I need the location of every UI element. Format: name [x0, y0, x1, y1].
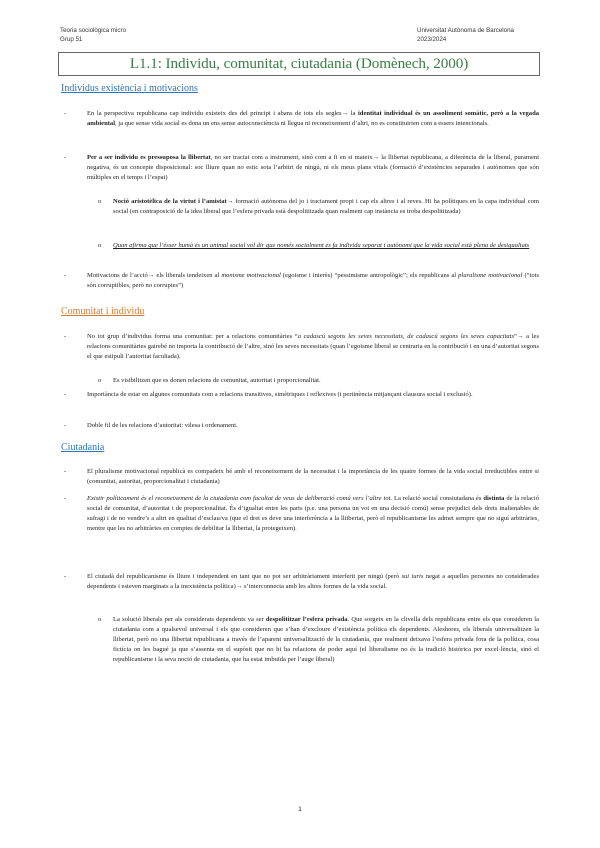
- bullet-dash: -: [64, 391, 67, 398]
- subparagraph: Quan afirma que l’ésser humà és un animal social vol dir que només socialment es fa individu separat i autònomi que la vida social està plena de desigualtats: [113, 242, 530, 249]
- paragraph: No tot grup d’individus forma una comunitat: per a relacions comunitàries “a cadascú segons les seves necessitats, de cadascú segons les seves capacitats”→ a les relacions comunitàries gairebé no importa la contribució de l’altre, sinó les seves necessitats (quan l’egoisme liberal se centraria en la contribució i en una d’autoritat segons el que estipuli l’autoritat facultada).: [87, 333, 539, 361]
- bullet-dash: -: [64, 422, 67, 429]
- paragraph: Importància de estar en algunes comunitats com a relacions transitives, simètriques i reflexives (i pertinència mitjançant clausura social i exclusió).: [87, 391, 473, 398]
- paragraph: El ciutadà del republicanisme és lliure i independent en tant que no pot ser arbitràriament interferit per ningú (però sui iuris negat a aquelles persones no considerades dependents i esteven marginats a la inexistència política)→ s’interconnecta amb les altres formes de la vida social.: [87, 573, 539, 591]
- paragraph: En la perspectiva republicana cap individu existeix des del principi i abans de tots els segles→ la identitat individual és un assoliment somàtic, però a la vegada ambiental, ja que sense vida social es dona un ens sense autoconsciència ni llegua ni reconeixement d’altri, no es constituirien com a essers intencionals.: [87, 110, 539, 128]
- university-name: Universitat Autònoma de Barcelona: [417, 27, 514, 34]
- header-left: [60, 27, 126, 44]
- group-name: Grup 51: [60, 35, 83, 43]
- bullet-dash: -: [64, 573, 67, 580]
- paragraph: Motivacions de l’acció→ els liberals tendeixen al monisme motivacional (egoisme i interès) “pessimisme antropològic”; els republicans al pluralisme motivacional (“tots són corruptibles, però no corruptes”): [87, 272, 539, 290]
- bullet-circle: o: [98, 242, 102, 249]
- paragraph: Existir políticament és el reconeixement de la ciutadania com facultat de veus de deliberació comú vers l’altre tot. La relació social consiutadana és distinta de la relació social de comunitat, d’autoritat i de proporcionalitat. És d’igualtat entre les parts (p.e. una persona un vot en una decisió comú) sense prejudici dels drets inalienables de sufragi i de no vendre’s a altri en qualitat d’esclau/va (que el dret es deve una interferència a la lliibertat, però el republicanisme les admet sempre que no siguí arbitràries, mentre que les no arbitràries en comptes de debilitar la llibertat, la protegeixen).: [87, 495, 539, 533]
- section-heading-ciutadania: Ciutadania: [61, 442, 105, 453]
- paragraph: Doble fil de les relacions d’autoritat: vilesa i ordenament.: [87, 422, 238, 429]
- paragraph: Per a ser individu es pressuposa la llibertat, no ser tractat com a instrument, sinó com a fi en si mateix→ la llibertat republicana, a diferència de la liberal, purament negativa, és un concepte disposicional: soc lliure quan no estic sota l’arbitri de ningú, ni els meus plans vitals (formació d’existències separades i autònomes que són múltiples en el temps i l’espai): [87, 154, 540, 182]
- course-name: Teoria sociològica micro: [60, 27, 127, 34]
- bullet-dash: -: [64, 333, 67, 340]
- page-title: L1.1: Individu, comunitat, ciutadania (Domènech, 2000): [129, 55, 469, 72]
- page-number: 1: [298, 806, 302, 813]
- bullet-circle: o: [98, 616, 102, 623]
- bullet-circle: o: [98, 198, 102, 205]
- title-box: [58, 52, 540, 76]
- academic-year: 2023/2024: [417, 35, 447, 43]
- subparagraph: La solució liberals per als considerats dependents va ser despolititzar l’esfera privada. Que sorgeix en la clivella dels republicans entre els que consideren la ciutadania com a qualsevol universal i els que consideren que s’han d’excloure d’existència política els dependents. Aleshores, els liberals universalitzen la llibertat, però no una llibertat republicana a través de l’aparent universalització de la ciutadania, que realment deixava l’esfera privada fora de la política, cosa fictícia on les bagué ja que s’assenta en el supòsit que no hi ha relacions de poder aquí (el liberalisme no és la tradició històrica per excel·lència, sinó el republicanisme i la seva noció de ciutadania, que ha estat imbuïda per l’auge liberal): [113, 616, 539, 664]
- header-right: [417, 27, 514, 44]
- bullet-dash: -: [64, 272, 67, 279]
- bullet-dash: -: [64, 495, 67, 502]
- subparagraph: Es visibilitzen que es donen relacions de comunitat, autoritat i proporcionalitat.: [113, 377, 321, 384]
- bullet-dash: -: [64, 468, 67, 475]
- bullet-circle: o: [98, 377, 102, 384]
- subparagraph: Noció aristotèlica de la virtut i l’amistat→ formació autònoma del jo i tractament propi i cap els altres i al reves. Hi ha polítiques en la capa individual com social (en contraposició de la idea liberal que l’esfera privada està despolititzada quan realment cap instància es troba despolititzada): [113, 198, 539, 216]
- paragraph: El pluralisme motivacional republicà es compadeix bé amb el reconeixement de la necessitat i la importància de les quatre formes de la vida social irreductibles entre si (comunitat, autoritat, proporcionalitat i ciutadania): [87, 468, 539, 486]
- section-heading-individus: Individus existència i motivacions: [61, 83, 198, 94]
- bullet-dash: -: [64, 110, 67, 117]
- section-heading-comunitat: Comunitat i individu: [61, 306, 145, 317]
- bullet-dash: -: [64, 154, 67, 161]
